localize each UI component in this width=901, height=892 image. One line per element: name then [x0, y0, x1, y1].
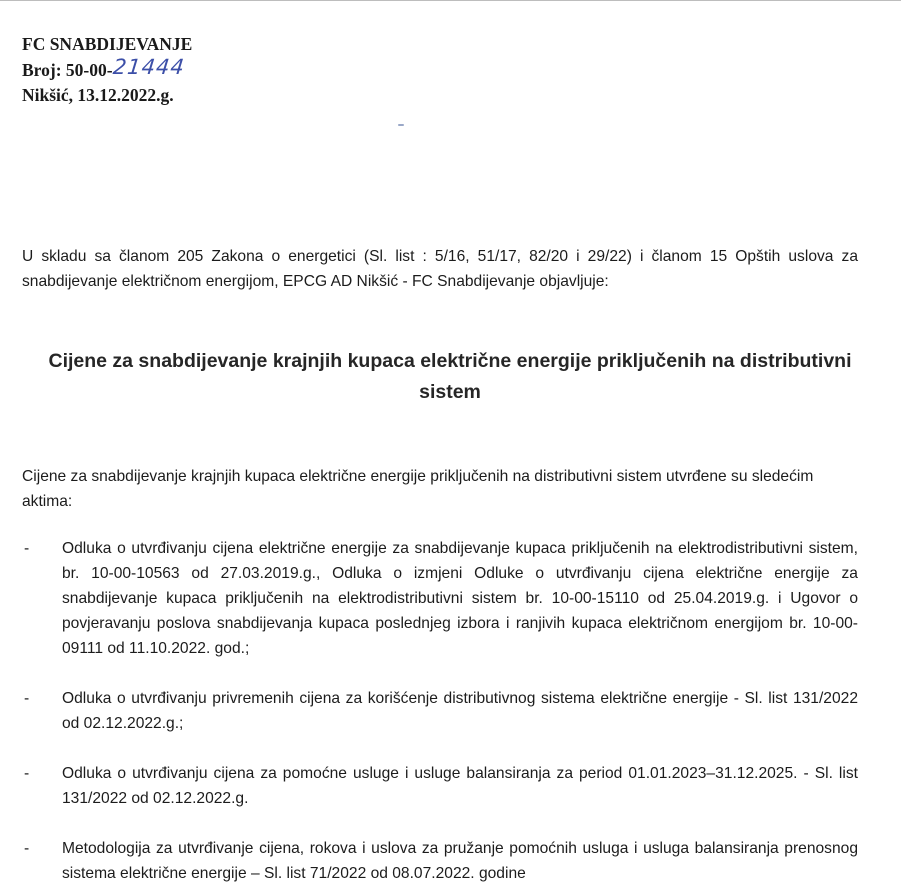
list-item	[22, 686, 858, 736]
list-dash: -	[24, 840, 30, 857]
lead-paragraph: Cijene za snabdijevanje krajnjih kupaca električne energije priključenih na distributivni sistem utvrđene su sledećim aktima:	[22, 468, 814, 510]
list-item-text: Metodologija za utvrđivanje cijena, rokova i uslova za pružanje pomoćnih usluga i usluga balansiranja prenosnog sistema električne energije – Sl. list 71/2022 od 08.07.2022. godine	[62, 840, 858, 882]
place-and-date: Nikšić, 13.12.2022.g.	[22, 85, 174, 105]
reference-number	[22, 57, 192, 83]
scan-speck	[398, 124, 404, 126]
list-dash: -	[24, 765, 30, 782]
acts-list	[22, 536, 858, 886]
handwritten-number: 21444	[111, 55, 186, 79]
list-item	[22, 836, 858, 886]
organization-name: FC SNABDIJEVANJE	[22, 34, 193, 54]
list-item-text: Odluka o utvrđivanju cijena električne energije za snabdijevanje kupaca priključenih na elektrodistributivni sistem, br. 10-00-10563 od 27.03.2019.g., Odluka o izmjeni Odluke o utvrđivanju cijena električne energije za snabdijevanje kupaca priključenih na elektrodistributivni sistem br. 10-00-15110 od 25.04.2019.g. i Ugovor o povjeravanju poslova snabdijevanja kupaca poslednjeg izbora i ranjivih kupaca električnom energijom br. 10-00-09111 od 11.10.2022. god.;	[62, 540, 858, 657]
list-dash: -	[24, 690, 30, 707]
document-title: Cijene za snabdijevanje krajnjih kupaca električne energije priključenih na distributivni sistem	[48, 350, 852, 403]
list-item-text: Odluka o utvrđivanju privremenih cijena za korišćenje distributivnog sistema električne energije - Sl. list 131/2022 od 02.12.2022.g.;	[62, 690, 858, 732]
reference-number-prefix: Broj: 50-00-	[22, 60, 113, 80]
list-item	[22, 761, 858, 811]
intro-paragraph: U skladu sa članom 205 Zakona o energetici (Sl. list : 5/16, 51/17, 82/20 i 29/22) i članom 15 Opštih uslova za snabdijevanje električnom energijom, EPCG AD Nikšić - FC Snabdijevanje objavljuje:	[22, 248, 858, 290]
list-item	[22, 536, 858, 661]
document-header	[22, 32, 192, 108]
list-dash: -	[24, 540, 30, 557]
list-item-text: Odluka o utvrđivanju cijena za pomoćne usluge i usluge balansiranja za period 01.01.2023–31.12.2025. - Sl. list 131/2022 od 02.12.2022.g.	[62, 765, 858, 807]
